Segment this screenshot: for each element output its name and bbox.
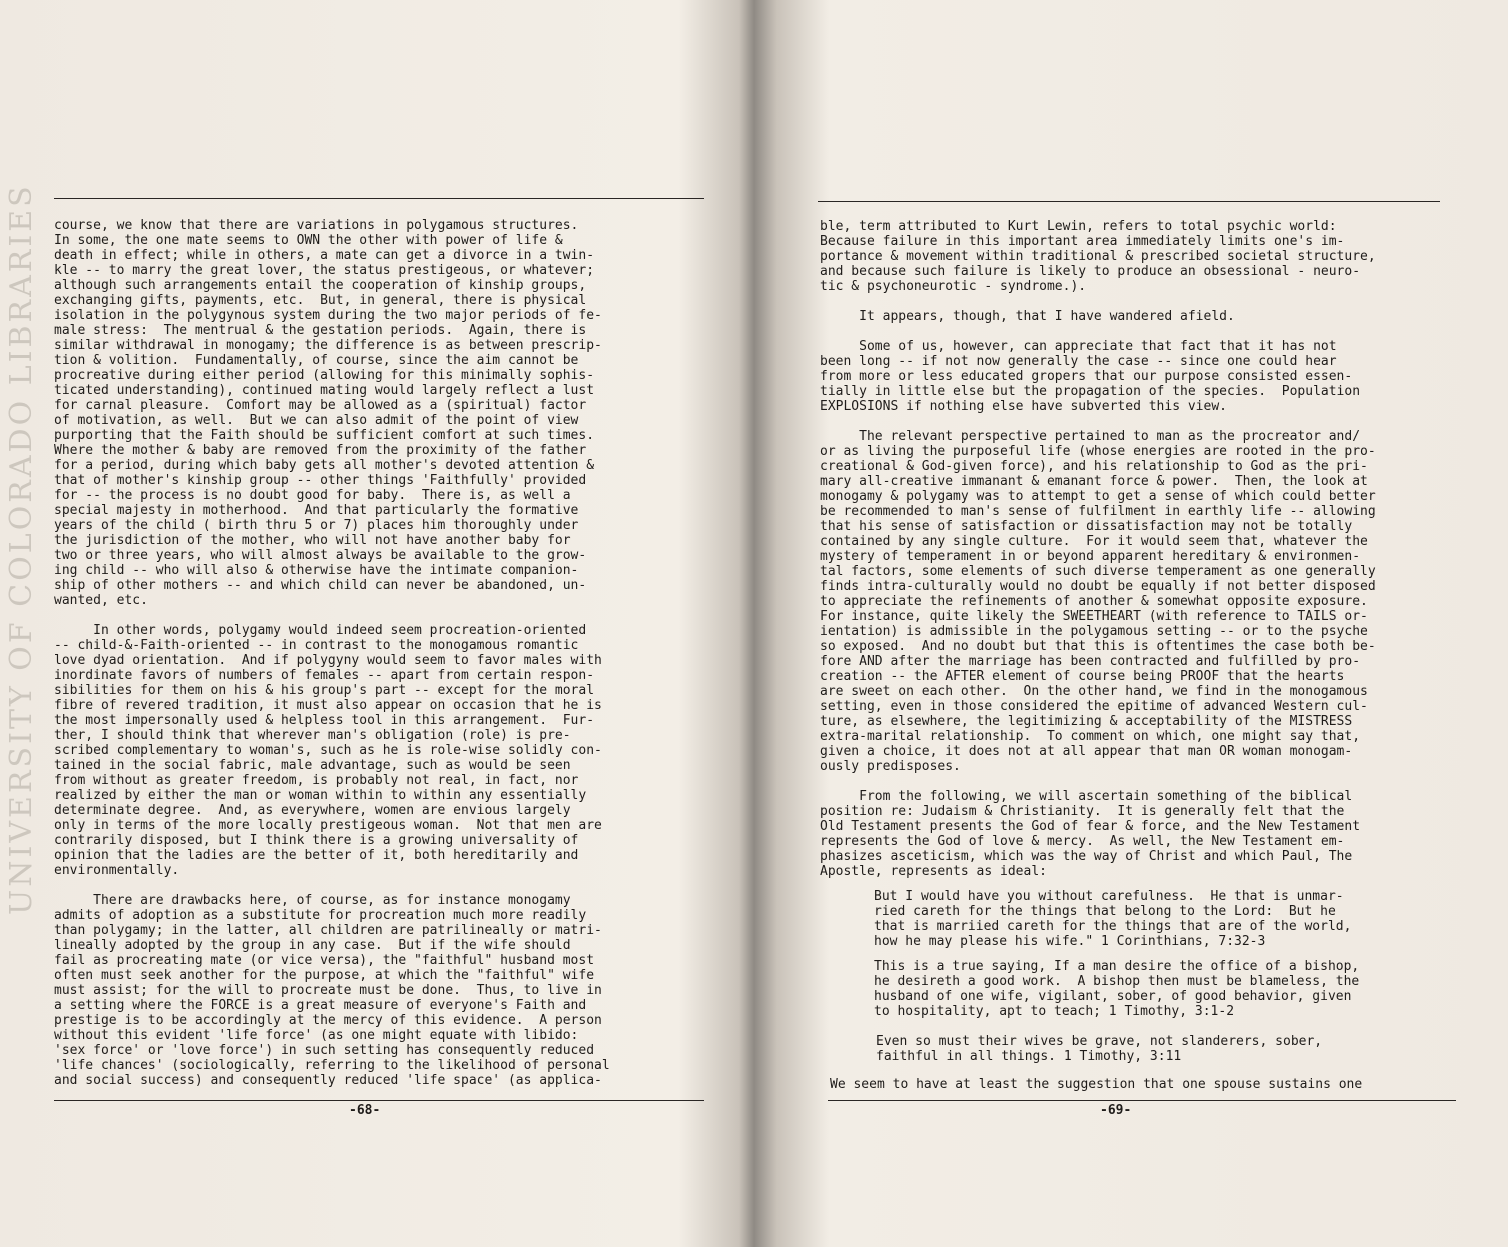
- page-number-left: -68-: [349, 1103, 381, 1118]
- bottom-rule: [54, 1100, 704, 1101]
- bottom-rule: [828, 1100, 1456, 1101]
- page-number-right: -69-: [1100, 1103, 1132, 1118]
- quote-timothy-1: This is a true saying, If a man desire the office of a bishop, he desireth a good work. A bishop then must be blameless, the husband of one wife, vigilant, sober, of good behavior, given to hospitality, apt to teach; 1 Timothy, 3:1-2: [874, 959, 1360, 1019]
- quote-corinthians: But I would have you without carefulness. He that is unmar- ried careth for the things that belong to the Lord: But he that is marriied careth for the things that are of the world, how he may please his wife." 1 Corinthians, 7:32-3: [874, 889, 1352, 949]
- quote-timothy-2: Even so must their wives be grave, not slanderers, sober, faithful in all things. 1 Timothy, 3:11: [876, 1034, 1323, 1064]
- left-page-text: course, we know that there are variations in polygamous structures. In some, the one mate seems to OWN the other with power of life & death in effect; while in others, a mate can get a divorce in a twin- kle -- to marry the great lover, the status prestigeous, or whatever; although such arrangements entail the cooperation of kinship groups, exchanging gifts, payments, etc. But, in general, there is physical isolation in the polygynous system during the two major periods of fe- male stress: The mentrual & the gestation periods. Again, there is similar withdrawal in monogamy; the difference is as between prescrip- tion & volition. Fundamentally, of course, since the aim cannot be procreative during either period (allowing for this minimally sophis- ticated understanding), continued mating would largely reflect a lust for carnal pleasure. Comfort may be allowed as a (spiritual) factor of motivation, as well. But we can also admit of the point of view purporting that the Faith should be sufficient comfort at such times. Where the mother & baby are removed from the proximity of the father for a period, during which baby gets all mother's devoted attention & that of mother's kinship group -- other things 'Faithfully' provided for -- the process is no doubt good for baby. There is, as well a special majesty in motherhood. And that particularly the formative years of the child ( birth thru 5 or 7) places him thoroughly under the jurisdiction of the mother, who will not have another baby for two or three years, who will almost always be available to the grow- ing child -- who will also & otherwise have the intimate companion- ship of other mothers -- and which child can never be abandoned, un- wanted, etc. In other words, polygamy would indeed seem procreation-oriented -- child-&-Faith-oriented -- in contrast to the monogamous romantic love dyad orientation. And if polygyny would seem to favor males with inordinate favors of numbers of females -- apart from certain respon- sibilities for them on his & his group's part -- except for the moral fibre of revered tradition, it must also appear on occasion that he is the most impersonally used & helpless tool in this arrangement. Fur- ther, I should think that wherever man's obligation (role) is pre- scribed complementary to woman's, such as he is role-wise solidly con- tained in the social fabric, male advantage, such as would be seen from without as greater freedom, is probably not real, in fact, nor realized by either the man or woman within to within any essentially determinate degree. And, as everywhere, women are envious largely only in terms of the more locally prestigeous woman. Not that men are contrarily disposed, but I think there is a growing universality of opinion that the ladies are the better of it, both hereditarily and environmentally. There are drawbacks here, of course, as for instance monogamy admits of adoption as a substitute for procreation much more readily than polygamy; in the latter, all children are patrilineally or matri- lineally adopted by the group in any case. But if the wife should fail as procreating mate (or vice versa), the "faithful" husband most often must seek another for the purpose, at which the "faithful" wife must assist; for the will to procreate must be done. Thus, to live in a setting where the FORCE is a great measure of everyone's Faith and prestige is to be accordingly at the mercy of this evidence. A person without this evident 'life force' (as one might equate with libido: 'sex force' or 'love force') in such setting has consequently reduced 'life chances' (sociologically, referring to the likelihood of personal and social success) and consequently reduced 'life space' (as applica-: [54, 218, 610, 1088]
- right-page-text: ble, term attributed to Kurt Lewin, refers to total psychic world: Because failure in this important area immediately limits one's im- portance & movement within traditional & prescribed societal structure, and because such failure is likely to produce an obsessional - neuro- tic & psychoneurotic - syndrome.). It appears, though, that I have wandered afield. Some of us, however, can appreciate that fact that it has not been long -- if not now generally the case -- since one could hear from more or less educated gropers that our purpose consisted essen- tially in little else but the propagation of the species. Population EXPLOSIONS if nothing else have subverted this view. The relevant perspective pertained to man as the procreator and/ or as living the purposeful life (whose energies are rooted in the pro- creational & God-given force), and his relationship to God as the pri- mary all-creative immanant & emanant force & power. Then, the look at monogamy & polygamy was to attempt to get a sense of which could better be recommended to man's sense of fulfilment in earthly life -- allowing that his sense of satisfaction or dissatisfaction may not be totally contained by any single culture. For it would seem that, whatever the mystery of temperament in or beyond apparent hereditary & environmen- tal factors, some elements of such diverse temperament as one generally finds intra-culturally would no doubt be equally if not better disposed to appreciate the refinements of another & somewhat opposite exposure. For instance, quite likely the SWEETHEART (with reference to TAILS or- ientation) is admissible in the polygamous setting -- or to the psyche so exposed. And no doubt but that this is oftentimes the case both be- fore AND after the marriage has been contracted and fulfilled by pro- creation -- the AFTER element of course being PROOF that the hearts are sweet on each other. On the other hand, we find in the monogamous setting, even in those considered the epitime of advanced Western cul- ture, as elsewhere, the legitimizing & acceptability of the MISTRESS extra-marital relationship. To comment on which, one might say that, given a choice, it does not at all appear that man OR woman monogam- ously predisposes. From the following, we will ascertain something of the biblical position re: Judaism & Christianity. It is generally felt that the Old Testament presents the God of fear & force, and the New Testament represents the God of love & mercy. As well, the New Testament em- phasizes asceticism, which was the way of Christ and which Paul, The Apostle, represents as ideal:: [820, 219, 1376, 879]
- right-page: [762, 0, 1508, 1247]
- top-rule: [54, 198, 704, 199]
- right-page-tail-text: We seem to have at least the suggestion that one spouse sustains one: [830, 1077, 1363, 1092]
- library-stamp: UNIVERSITY OF COLORADO LIBRARIES: [4, 183, 39, 915]
- top-rule: [818, 201, 1440, 202]
- left-page: [0, 0, 745, 1247]
